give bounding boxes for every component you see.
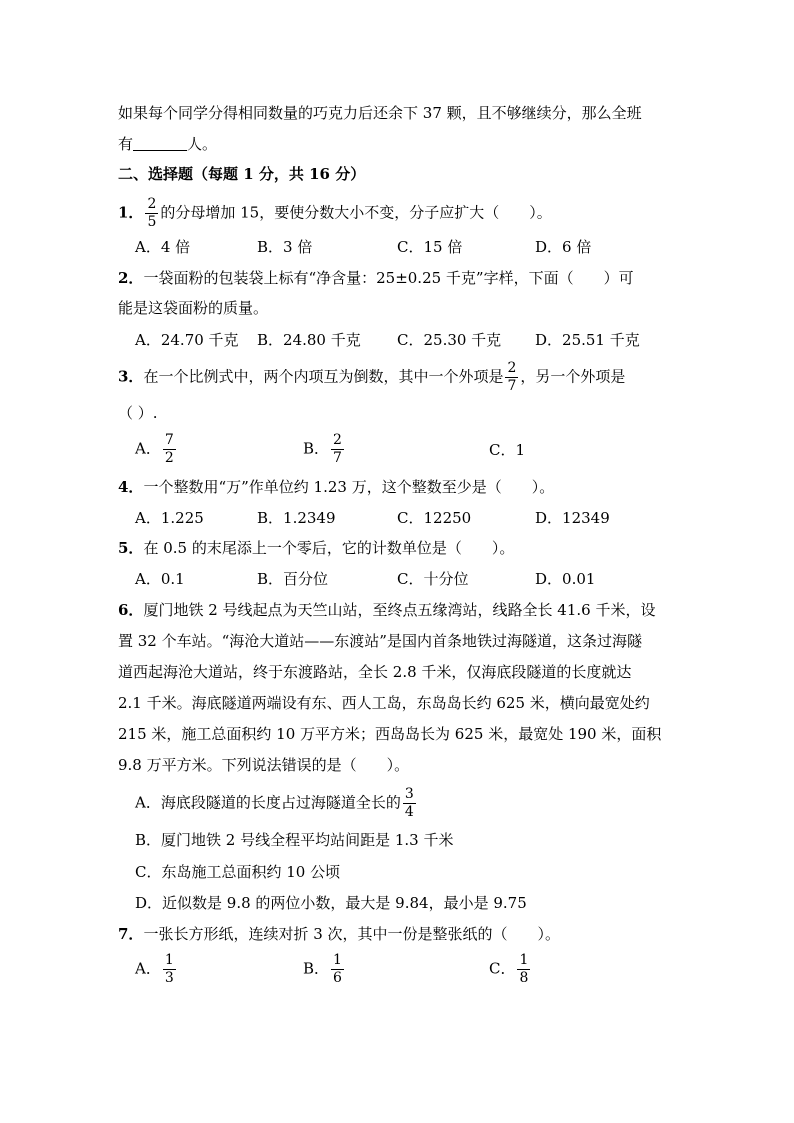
option-label: B．	[303, 959, 330, 978]
q3-option-b	[303, 432, 346, 467]
numerator: 2	[147, 196, 157, 212]
question-number: 6．	[118, 601, 144, 619]
question-3-line-1	[118, 360, 625, 395]
fraction	[331, 952, 344, 987]
q1-option-c: C．15 倍	[397, 238, 463, 256]
question-5	[118, 538, 514, 558]
q1-option-d: D．6 倍	[535, 238, 592, 256]
fraction	[163, 432, 176, 467]
option-label: A．	[135, 439, 161, 458]
q5-option-d: D．0.01	[535, 570, 596, 588]
question-1	[118, 196, 552, 231]
option-label: A．海底段隧道的长度占过海隧道全长的	[135, 793, 401, 812]
denominator: 7	[333, 450, 342, 466]
question-6-line-6: 9.8 万平方米。下列说法错误的是（ ）。	[118, 756, 410, 774]
question-6-line-2: 置 32 个车站。“海沧大道站——东渡站”是国内首条地铁过海隧道，这条过海隧	[118, 632, 642, 650]
question-number: 2．	[118, 269, 144, 287]
intro-text-a: 有	[118, 135, 134, 153]
q6-option-a	[135, 786, 418, 821]
denominator: 4	[404, 804, 414, 820]
denominator: 2	[164, 450, 174, 466]
q4-option-c: C．12250	[397, 509, 472, 527]
fraction	[163, 952, 176, 987]
q5-option-b: B．百分位	[257, 570, 329, 588]
numerator: 3	[404, 786, 414, 802]
q3-option-a	[135, 432, 178, 467]
numerator: 2	[333, 432, 342, 448]
question-3-line-2: （ ）.	[118, 404, 158, 422]
intro-text-b: 人。	[187, 135, 218, 153]
answer-blank	[133, 136, 187, 151]
question-text: 在一个比例式中，两个内项互为倒数，其中一个外项是	[143, 367, 504, 386]
question-7	[118, 924, 560, 944]
question-number: 4．	[118, 478, 144, 496]
q1-option-a: A．4 倍	[135, 238, 191, 256]
q7-option-c	[489, 952, 532, 987]
numerator: 1	[333, 952, 342, 968]
denominator: 5	[147, 214, 157, 230]
question-text: 一袋面粉的包装袋上标有“净含量：25±0.25 千克”字样，下面（ ）可	[143, 269, 634, 287]
denominator: 6	[333, 970, 342, 986]
q3-option-c: C．1	[489, 441, 526, 459]
question-text: 在 0.5 的末尾添上一个零后，它的计数单位是（ ）。	[143, 539, 515, 557]
question-2-line-2: 能是这袋面粉的质量。	[118, 299, 269, 317]
section-title: 二、选择题（每题 1 分，共 16 分）	[118, 165, 366, 183]
fraction	[505, 360, 518, 395]
q2-option-c: C．25.30 千克	[397, 331, 502, 349]
question-text-b: ，另一个外项是	[520, 367, 626, 386]
option-label: C．	[489, 959, 516, 978]
fraction	[403, 786, 416, 821]
q4-option-d: D．12349	[535, 509, 610, 527]
question-text: 的分母增加 15，要使分数大小不变，分子应扩大（ ）。	[160, 203, 552, 222]
numerator: 1	[519, 952, 529, 968]
option-label: A．	[135, 959, 161, 978]
fraction	[517, 952, 530, 987]
q2-option-b: B．24.80 千克	[257, 331, 361, 349]
q2-option-a: A．24.70 千克	[135, 331, 239, 349]
question-text: 厦门地铁 2 号线起点为天竺山站，至终点五缘湾站，线路全长 41.6 千米，设	[143, 601, 656, 619]
intro-line-1: 如果每个同学分得相同数量的巧克力后还余下 37 颗，且不够继续分，那么全班	[118, 104, 642, 122]
fraction	[145, 196, 158, 231]
denominator: 8	[519, 970, 529, 986]
question-6-line-5: 215 米，施工总面积约 10 万平方米；西岛岛长为 625 米，最宽处 190 米，面积	[118, 725, 662, 743]
q6-option-b: B．厦门地铁 2 号线全程平均站间距是 1.3 千米	[135, 831, 454, 849]
q4-option-a: A．1.225	[135, 509, 204, 527]
option-label: B．	[303, 439, 330, 458]
q5-option-a: A．0.1	[135, 570, 185, 588]
question-number: 5．	[118, 539, 144, 557]
question-text: 一个整数用“万”作单位约 1.23 万，这个整数至少是（ ）。	[143, 478, 555, 496]
q1-option-b: B．3 倍	[257, 238, 313, 256]
denominator: 3	[164, 970, 174, 986]
question-6-line-1	[118, 600, 655, 620]
q6-option-d: D．近似数是 9.8 的两位小数，最大是 9.84，最小是 9.75	[135, 894, 527, 912]
q2-option-d: D．25.51 千克	[535, 331, 640, 349]
q7-option-b	[303, 952, 346, 987]
denominator: 7	[507, 378, 517, 394]
question-number: 7．	[118, 925, 144, 943]
question-text: 一张长方形纸，连续对折 3 次，其中一份是整张纸的（ ）。	[143, 925, 561, 943]
fraction	[331, 432, 344, 467]
q6-option-c: C．东岛施工总面积约 10 公顷	[135, 863, 341, 881]
question-number: 3．	[118, 367, 144, 386]
numerator: 2	[507, 360, 517, 376]
intro-line-2	[118, 134, 217, 154]
numerator: 1	[164, 952, 174, 968]
question-number: 1．	[118, 203, 144, 222]
question-6-line-4: 2.1 千米。海底隧道两端设有东、西人工岛，东岛岛长约 625 米，横向最宽处约	[118, 694, 650, 712]
numerator: 7	[164, 432, 174, 448]
q5-option-c: C．十分位	[397, 570, 469, 588]
question-4	[118, 477, 554, 497]
q7-option-a	[135, 952, 178, 987]
question-6-line-3: 道西起海沧大道站，终于东渡路站，全长 2.8 千米，仅海底段隧道的长度就达	[118, 663, 632, 681]
question-2-line-1	[118, 268, 634, 288]
q4-option-b: B．1.2349	[257, 509, 336, 527]
